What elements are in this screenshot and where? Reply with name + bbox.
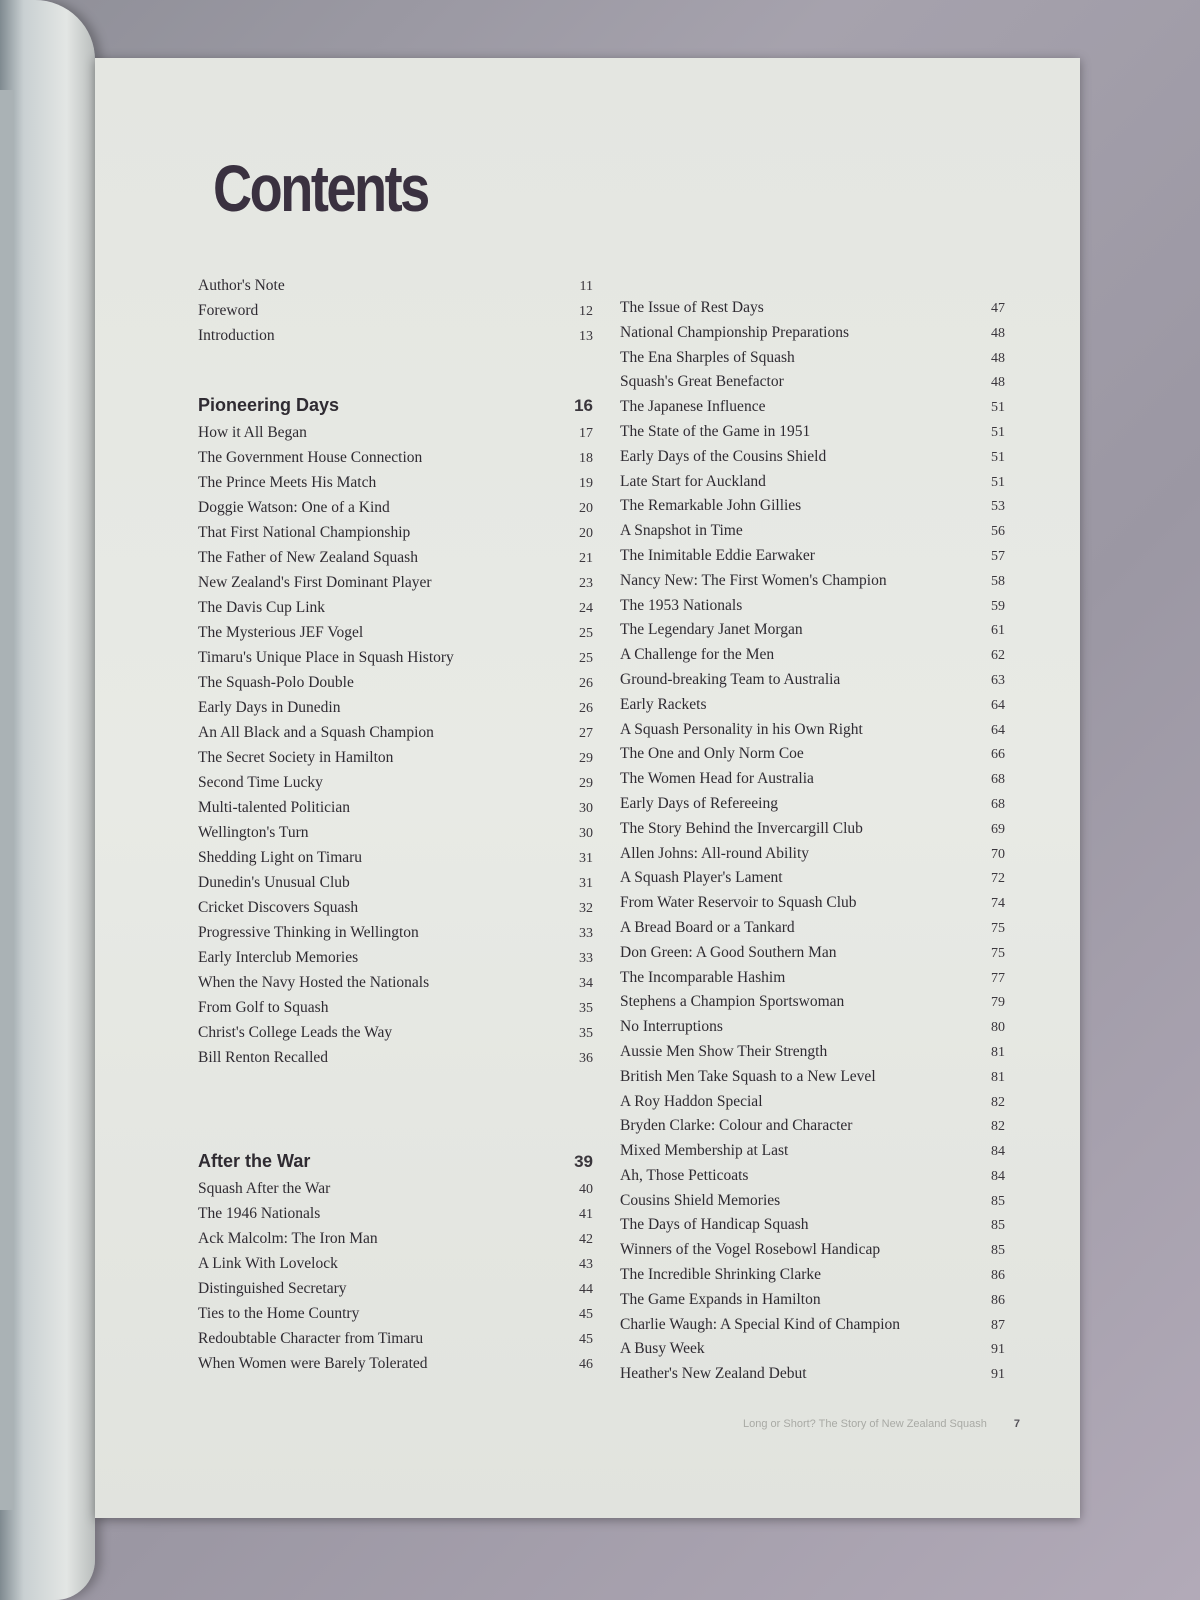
toc-entry: [620, 718, 1005, 743]
toc-entry: [620, 370, 1005, 395]
entry-title: Doggie Watson: One of a Kind: [198, 499, 390, 516]
entry-title: Early Days of the Cousins Shield: [620, 447, 827, 465]
toc-entry: [620, 395, 1005, 420]
entry-title: The One and Only Norm Coe: [620, 745, 804, 763]
toc-entry: [620, 916, 1005, 941]
entry-title: The 1946 Nationals: [198, 1205, 321, 1222]
entry-title: Progressive Thinking in Wellington: [198, 924, 419, 941]
toc-entry: [198, 1301, 593, 1326]
section-title: After the War: [198, 1151, 311, 1171]
section-after-the-war: [198, 1146, 593, 1376]
page-number: 51: [991, 400, 1005, 416]
entry-title: The Days of Handicap Squash: [620, 1216, 809, 1234]
page-number: 47: [991, 301, 1005, 316]
toc-entry: [620, 445, 1005, 470]
entry-title: Foreword: [198, 302, 259, 319]
front-matter-list: [198, 273, 593, 348]
toc-entry: [620, 767, 1005, 792]
toc-entry: [198, 1276, 593, 1301]
toc-entry: [620, 1015, 1005, 1040]
page-number: 86: [991, 1268, 1005, 1284]
entry-title: From Water Reservoir to Squash Club: [620, 894, 857, 912]
page-number: 26: [579, 676, 593, 691]
toc-entry: [198, 770, 593, 795]
page-number: 75: [991, 945, 1005, 961]
toc-entry: [620, 296, 1005, 321]
entry-title: A Challenge for the Men: [620, 646, 775, 664]
entry-title: Ack Malcolm: The Iron Man: [198, 1230, 378, 1247]
page-number: 36: [579, 1051, 593, 1066]
page-number: 44: [579, 1282, 593, 1297]
page-number: 84: [991, 1144, 1005, 1160]
page-number: 23: [579, 576, 593, 591]
page-number: 25: [579, 626, 593, 641]
toc-entry: [198, 970, 593, 995]
entry-title: Dunedin's Unusual Club: [198, 874, 350, 891]
toc-entry: [620, 346, 1005, 371]
toc-entry: [620, 1065, 1005, 1090]
entry-title: How it All Began: [198, 424, 307, 441]
entry-title: Charlie Waugh: A Special Kind of Champion: [620, 1315, 901, 1333]
page-number: 79: [991, 995, 1005, 1011]
page-number: 87: [991, 1317, 1005, 1333]
page-number: 26: [579, 701, 593, 716]
entry-title: Christ's College Leads the Way: [198, 1024, 393, 1041]
page-number: 61: [991, 623, 1005, 639]
page-number: 42: [579, 1232, 593, 1247]
page-number: 41: [579, 1207, 593, 1222]
page-number: 56: [991, 524, 1005, 540]
entry-title: A Squash Personality in his Own Right: [620, 720, 863, 738]
entry-title: Second Time Lucky: [198, 774, 323, 791]
page-number: 46: [579, 1357, 593, 1372]
entry-title: The Government House Connection: [198, 449, 423, 466]
page-number: 21: [579, 551, 593, 566]
entry-title: Stephens a Champion Sportswoman: [620, 993, 845, 1011]
toc-entry: [620, 866, 1005, 891]
page-number: 48: [991, 325, 1005, 341]
entry-title: The Secret Society in Hamilton: [198, 749, 394, 766]
page-number: 24: [579, 601, 593, 616]
toc-entry: [198, 445, 593, 470]
entry-title: Bryden Clarke: Colour and Character: [620, 1117, 853, 1135]
toc-entry: [620, 817, 1005, 842]
entry-title: Aussie Men Show Their Strength: [620, 1042, 828, 1060]
section-pioneering-days: [198, 390, 593, 1070]
entry-title: Cricket Discovers Squash: [198, 899, 359, 916]
page-number: 68: [991, 772, 1005, 788]
toc-entry: [620, 569, 1005, 594]
page-number: 33: [579, 951, 593, 966]
facing-page-binding: [0, 90, 14, 1510]
entry-title: A Roy Haddon Special: [620, 1092, 763, 1110]
toc-entry: [198, 920, 593, 945]
page-number: 70: [991, 846, 1005, 862]
toc-entry: [620, 891, 1005, 916]
page-number: 69: [991, 821, 1005, 837]
section-spacer: [198, 348, 593, 382]
page-number: 45: [579, 1307, 593, 1322]
toc-entry: [198, 1176, 593, 1201]
entry-title: British Men Take Squash to a New Level: [620, 1067, 876, 1085]
toc-entry: [620, 792, 1005, 817]
toc-entry: [620, 842, 1005, 867]
entry-title: No Interruptions: [620, 1018, 723, 1036]
page-number: 33: [579, 926, 593, 941]
toc-entry: [620, 1238, 1005, 1263]
contents-page: [95, 58, 1080, 1518]
entry-title: Early Days in Dunedin: [198, 699, 341, 716]
contents-column-left: [198, 273, 593, 1376]
toc-entry: [620, 1040, 1005, 1065]
toc-entry: [198, 620, 593, 645]
toc-entry: [620, 594, 1005, 619]
running-footer-book-title: Long or Short? The Story of New Zealand Squash: [743, 1418, 987, 1430]
toc-entry: [198, 545, 593, 570]
toc-entry: [198, 595, 593, 620]
entry-title: Introduction: [198, 327, 275, 344]
entry-title: Heather's New Zealand Debut: [620, 1365, 807, 1383]
toc-entry: [620, 420, 1005, 445]
entry-title: Distinguished Secretary: [198, 1280, 347, 1297]
entry-title: Don Green: A Good Southern Man: [620, 943, 837, 961]
toc-entry: [198, 1251, 593, 1276]
entry-title: The State of the Game in 1951: [620, 422, 811, 440]
toc-entry: [620, 1337, 1005, 1362]
toc-entry: [198, 298, 593, 323]
entry-title: Squash's Great Benefactor: [620, 373, 784, 391]
toc-entry: [620, 941, 1005, 966]
entry-title: The Squash-Polo Double: [198, 674, 354, 691]
entry-title: Shedding Light on Timaru: [198, 849, 363, 866]
toc-entry: [620, 693, 1005, 718]
page-number: 17: [579, 426, 593, 441]
entry-title: When Women were Barely Tolerated: [198, 1355, 428, 1372]
toc-entry: [198, 895, 593, 920]
entry-title: Early Interclub Memories: [198, 949, 359, 966]
page-number: 35: [579, 1001, 593, 1016]
toc-entry: [620, 544, 1005, 569]
entry-title: New Zealand's First Dominant Player: [198, 574, 432, 591]
toc-entry: [198, 1351, 593, 1376]
toc-entry: [198, 273, 593, 298]
toc-entry: [620, 1263, 1005, 1288]
entry-title: The Mysterious JEF Vogel: [198, 624, 364, 641]
page-number: 29: [579, 776, 593, 791]
toc-entry: [198, 695, 593, 720]
toc-entry: [620, 1313, 1005, 1338]
page-number: 19: [579, 476, 593, 491]
page-number: 64: [991, 722, 1005, 738]
toc-entry: [198, 870, 593, 895]
toc-entry: [198, 945, 593, 970]
folio-page-number: 7: [1013, 1418, 1020, 1430]
page-number: 82: [991, 1119, 1005, 1135]
entry-title: The Women Head for Australia: [620, 770, 814, 788]
entry-title: Ground-breaking Team to Australia: [620, 670, 841, 688]
entry-title: Redoubtable Character from Timaru: [198, 1330, 424, 1347]
toc-entry: [620, 990, 1005, 1015]
toc-entry: [620, 742, 1005, 767]
page-number: 40: [579, 1182, 593, 1197]
entry-title: A Squash Player's Lament: [620, 869, 783, 887]
entry-title: A Snapshot in Time: [620, 522, 743, 540]
page-number: 29: [579, 751, 593, 766]
entry-title: When the Navy Hosted the Nationals: [198, 974, 430, 991]
page-number: 51: [991, 449, 1005, 465]
toc-entry: [620, 494, 1005, 519]
page-number: 91: [991, 1367, 1005, 1383]
toc-entry: [620, 470, 1005, 495]
page-number: 27: [579, 726, 593, 741]
entry-title: National Championship Preparations: [620, 323, 850, 341]
page-number: 91: [991, 1342, 1005, 1358]
toc-entry: [620, 1362, 1005, 1387]
toc-entry: [620, 1288, 1005, 1313]
entry-title: Ties to the Home Country: [198, 1305, 360, 1322]
toc-entry: [198, 795, 593, 820]
facing-page-edge: [0, 0, 95, 1600]
toc-entry: [198, 1201, 593, 1226]
page-number: 85: [991, 1243, 1005, 1259]
toc-entry: [198, 1045, 593, 1070]
page-number: 34: [579, 976, 593, 991]
page-number: 77: [991, 970, 1005, 986]
toc-entry: [198, 570, 593, 595]
page-number: 58: [991, 573, 1005, 589]
page-number: 39: [574, 1152, 593, 1171]
entry-title: Nancy New: The First Women's Champion: [620, 571, 887, 589]
page-number: 86: [991, 1292, 1005, 1308]
toc-entry: [620, 1114, 1005, 1139]
toc-entry: [198, 1226, 593, 1251]
toc-entry: [198, 745, 593, 770]
page-number: 51: [991, 424, 1005, 440]
page-number: 57: [991, 548, 1005, 564]
toc-entry: [198, 1020, 593, 1045]
page-number: 62: [991, 648, 1005, 664]
entry-title: Timaru's Unique Place in Squash History: [198, 649, 454, 666]
page-number: 20: [579, 526, 593, 541]
toc-entry: [198, 420, 593, 445]
page-number: 85: [991, 1193, 1005, 1209]
entry-title: The Prince Meets His Match: [198, 474, 377, 491]
toc-entry: [198, 520, 593, 545]
page-number: 30: [579, 801, 593, 816]
toc-entry: [198, 495, 593, 520]
contents-column-right: [620, 296, 1005, 1387]
section-title: Pioneering Days: [198, 395, 340, 415]
page-number: 35: [579, 1026, 593, 1041]
entry-title: Allen Johns: All-round Ability: [620, 844, 810, 862]
page-number: 66: [991, 747, 1005, 763]
entry-title: Early Days of Refereeing: [620, 794, 778, 812]
toc-entry: [620, 618, 1005, 643]
entry-title: Wellington's Turn: [198, 824, 309, 841]
page-number: 64: [991, 697, 1005, 713]
toc-entry: [198, 645, 593, 670]
page-number: 59: [991, 598, 1005, 614]
entry-title: Ah, Those Petticoats: [620, 1166, 749, 1184]
entry-title: The Incomparable Hashim: [620, 968, 786, 986]
toc-entry: [620, 668, 1005, 693]
toc-entry: [620, 1139, 1005, 1164]
entry-title: The Game Expands in Hamilton: [620, 1290, 821, 1308]
toc-entry: [198, 820, 593, 845]
page-number: 75: [991, 920, 1005, 936]
toc-entry: [198, 1326, 593, 1351]
section-heading: [198, 390, 593, 420]
entry-title: Cousins Shield Memories: [620, 1191, 781, 1209]
toc-entry: [620, 1189, 1005, 1214]
page-footer: [743, 1418, 1020, 1430]
page-number: 30: [579, 826, 593, 841]
page-number: 43: [579, 1257, 593, 1272]
entry-title: A Bread Board or a Tankard: [620, 918, 795, 936]
page-title: Contents: [213, 151, 428, 225]
page-number: 48: [991, 350, 1005, 366]
entry-title: The Davis Cup Link: [198, 599, 325, 616]
entry-title: Winners of the Vogel Rosebowl Handicap: [620, 1241, 881, 1259]
entry-title: That First National Championship: [198, 524, 411, 541]
toc-entry: [198, 323, 593, 348]
page-number: 18: [579, 451, 593, 466]
entry-title: Early Rackets: [620, 695, 707, 713]
page-number: 81: [991, 1069, 1005, 1085]
toc-entry: [620, 321, 1005, 346]
entry-title: The Issue of Rest Days: [620, 299, 764, 316]
entry-title: Bill Renton Recalled: [198, 1049, 329, 1066]
toc-entry: [620, 519, 1005, 544]
page-number: 25: [579, 651, 593, 666]
page-number: 48: [991, 375, 1005, 391]
page-number: 74: [991, 896, 1005, 912]
page-number: 72: [991, 871, 1005, 887]
page-number: 51: [991, 474, 1005, 490]
entry-title: Squash After the War: [198, 1180, 331, 1197]
page-number: 53: [991, 499, 1005, 515]
toc-entry: [620, 1090, 1005, 1115]
section-spacer: [198, 1070, 593, 1138]
page-number: 16: [574, 396, 593, 415]
section-heading: [198, 1146, 593, 1176]
toc-entry: [198, 470, 593, 495]
page-number: 45: [579, 1332, 593, 1347]
entry-title: The Ena Sharples of Squash: [620, 348, 795, 366]
page-number: 63: [991, 672, 1005, 688]
page-number: 31: [579, 851, 593, 866]
page-number: 81: [991, 1044, 1005, 1060]
page-number: 68: [991, 796, 1005, 812]
page-number: 20: [579, 501, 593, 516]
toc-entry: [620, 1164, 1005, 1189]
page-number: 11: [579, 279, 593, 294]
page-number: 12: [579, 304, 593, 319]
page-number: 85: [991, 1218, 1005, 1234]
page-number: 31: [579, 876, 593, 891]
entry-title: The Incredible Shrinking Clarke: [620, 1266, 822, 1284]
entry-title: The Story Behind the Invercargill Club: [620, 819, 863, 837]
entry-title: The Remarkable John Gillies: [620, 497, 802, 515]
entry-title: The 1953 Nationals: [620, 596, 743, 614]
entry-title: Multi-talented Politician: [198, 799, 350, 816]
toc-entry: [620, 1213, 1005, 1238]
page-number: 82: [991, 1094, 1005, 1110]
entry-title: The Japanese Influence: [620, 398, 766, 416]
entry-title: An All Black and a Squash Champion: [198, 724, 434, 741]
toc-entry: [198, 670, 593, 695]
entry-title: From Golf to Squash: [198, 999, 329, 1016]
entry-title: Author's Note: [198, 277, 285, 294]
entry-title: Late Start for Auckland: [620, 472, 766, 490]
toc-entry: [620, 643, 1005, 668]
entry-title: The Father of New Zealand Squash: [198, 549, 418, 566]
page-number: 84: [991, 1168, 1005, 1184]
toc-entry: [198, 995, 593, 1020]
toc-entry: [198, 845, 593, 870]
entry-title: Mixed Membership at Last: [620, 1142, 789, 1160]
toc-entry: [198, 720, 593, 745]
entry-title: A Busy Week: [620, 1340, 705, 1358]
page-number: 80: [991, 1020, 1005, 1036]
page-number: 32: [579, 901, 593, 916]
entry-title: The Legendary Janet Morgan: [620, 621, 803, 639]
toc-entry: [620, 966, 1005, 991]
entry-title: The Inimitable Eddie Earwaker: [620, 546, 815, 564]
entry-title: A Link With Lovelock: [198, 1255, 338, 1272]
page-number: 13: [579, 329, 593, 344]
